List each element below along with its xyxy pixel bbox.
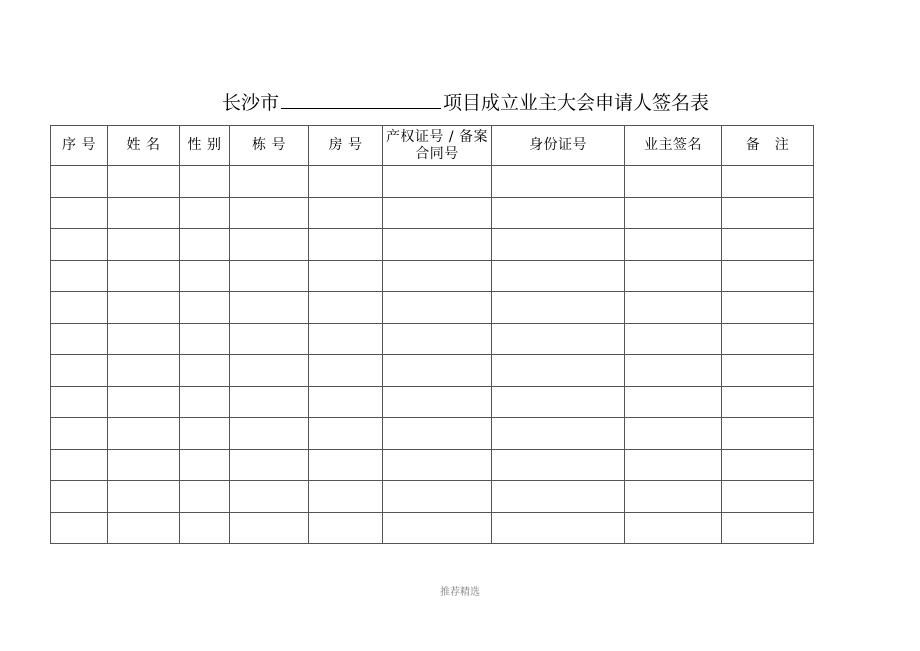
- id-cell[interactable]: [492, 229, 625, 261]
- table-row: [51, 166, 814, 198]
- name-cell[interactable]: [108, 512, 180, 544]
- remarks-cell[interactable]: [722, 355, 814, 387]
- gender-cell[interactable]: [180, 260, 230, 292]
- signature-cell[interactable]: [625, 292, 722, 324]
- building-cell[interactable]: [230, 418, 309, 450]
- remarks-cell[interactable]: [722, 449, 814, 481]
- table-row: [51, 292, 814, 324]
- building-cell[interactable]: [230, 292, 309, 324]
- id-cell[interactable]: [492, 418, 625, 450]
- remarks-cell[interactable]: [722, 512, 814, 544]
- header-property-certificate-number: 产权证号 / 备案合同号: [383, 126, 492, 166]
- serial-cell[interactable]: [51, 260, 108, 292]
- room-cell[interactable]: [309, 229, 383, 261]
- id-cell[interactable]: [492, 355, 625, 387]
- header-gender: 性 别: [180, 126, 230, 166]
- name-cell[interactable]: [108, 355, 180, 387]
- building-cell[interactable]: [230, 512, 309, 544]
- footer-text: 推荐精选: [440, 587, 480, 598]
- name-cell[interactable]: [108, 323, 180, 355]
- certificate-cell[interactable]: [383, 197, 492, 229]
- signature-cell[interactable]: [625, 197, 722, 229]
- id-cell[interactable]: [492, 260, 625, 292]
- building-cell[interactable]: [230, 355, 309, 387]
- building-cell[interactable]: [230, 323, 309, 355]
- certificate-cell[interactable]: [383, 292, 492, 324]
- certificate-cell[interactable]: [383, 418, 492, 450]
- serial-cell[interactable]: [51, 197, 108, 229]
- remarks-cell[interactable]: [722, 260, 814, 292]
- gender-cell[interactable]: [180, 386, 230, 418]
- name-cell[interactable]: [108, 418, 180, 450]
- header-id-number: 身份证号: [492, 126, 625, 166]
- remarks-cell[interactable]: [722, 323, 814, 355]
- room-cell[interactable]: [309, 260, 383, 292]
- serial-cell[interactable]: [51, 481, 108, 513]
- signature-cell[interactable]: [625, 386, 722, 418]
- table-body: [51, 166, 814, 544]
- gender-cell[interactable]: [180, 418, 230, 450]
- name-cell[interactable]: [108, 449, 180, 481]
- table-row: [51, 481, 814, 513]
- name-cell[interactable]: [108, 481, 180, 513]
- signature-cell[interactable]: [625, 229, 722, 261]
- project-name-blank[interactable]: [281, 90, 441, 109]
- name-cell[interactable]: [108, 166, 180, 198]
- signature-table: [50, 125, 814, 544]
- remarks-cell[interactable]: [722, 386, 814, 418]
- gender-cell[interactable]: [180, 481, 230, 513]
- id-cell[interactable]: [492, 512, 625, 544]
- building-cell[interactable]: [230, 229, 309, 261]
- building-cell[interactable]: [230, 481, 309, 513]
- remarks-cell[interactable]: [722, 292, 814, 324]
- name-cell[interactable]: [108, 386, 180, 418]
- table-row: [51, 512, 814, 544]
- page-title: [222, 88, 709, 115]
- serial-cell[interactable]: [51, 229, 108, 261]
- gender-cell[interactable]: [180, 449, 230, 481]
- building-cell[interactable]: [230, 166, 309, 198]
- serial-cell[interactable]: [51, 166, 108, 198]
- header-room-number: 房 号: [309, 126, 383, 166]
- gender-cell[interactable]: [180, 512, 230, 544]
- id-cell[interactable]: [492, 386, 625, 418]
- name-cell[interactable]: [108, 292, 180, 324]
- building-cell[interactable]: [230, 197, 309, 229]
- certificate-cell[interactable]: [383, 260, 492, 292]
- signature-cell[interactable]: [625, 166, 722, 198]
- remarks-cell[interactable]: [722, 197, 814, 229]
- table-row: [51, 197, 814, 229]
- header-name: 姓 名: [108, 126, 180, 166]
- remarks-cell[interactable]: [722, 481, 814, 513]
- certificate-cell[interactable]: [383, 166, 492, 198]
- room-cell[interactable]: [309, 386, 383, 418]
- table-row: [51, 229, 814, 261]
- header-serial-number: 序 号: [51, 126, 108, 166]
- gender-cell[interactable]: [180, 323, 230, 355]
- room-cell[interactable]: [309, 512, 383, 544]
- room-cell[interactable]: [309, 355, 383, 387]
- serial-cell[interactable]: [51, 323, 108, 355]
- signature-cell[interactable]: [625, 512, 722, 544]
- certificate-cell[interactable]: [383, 512, 492, 544]
- table-row: [51, 323, 814, 355]
- id-cell[interactable]: [492, 481, 625, 513]
- room-cell[interactable]: [309, 197, 383, 229]
- table-row: [51, 418, 814, 450]
- certificate-cell[interactable]: [383, 355, 492, 387]
- table-row: [51, 260, 814, 292]
- id-cell[interactable]: [492, 449, 625, 481]
- name-cell[interactable]: [108, 197, 180, 229]
- serial-cell[interactable]: [51, 449, 108, 481]
- certificate-cell[interactable]: [383, 449, 492, 481]
- signature-cell[interactable]: [625, 260, 722, 292]
- room-cell[interactable]: [309, 292, 383, 324]
- gender-cell[interactable]: [180, 229, 230, 261]
- remarks-cell[interactable]: [722, 229, 814, 261]
- header-building-number: 栋 号: [230, 126, 309, 166]
- id-cell[interactable]: [492, 166, 625, 198]
- serial-cell[interactable]: [51, 418, 108, 450]
- id-cell[interactable]: [492, 197, 625, 229]
- room-cell[interactable]: [309, 323, 383, 355]
- signature-cell[interactable]: [625, 323, 722, 355]
- building-cell[interactable]: [230, 260, 309, 292]
- header-row: [51, 126, 814, 166]
- serial-cell[interactable]: [51, 355, 108, 387]
- table-row: [51, 449, 814, 481]
- room-cell[interactable]: [309, 481, 383, 513]
- certificate-cell[interactable]: [383, 323, 492, 355]
- building-cell[interactable]: [230, 449, 309, 481]
- gender-cell[interactable]: [180, 166, 230, 198]
- header-remarks: 备 注: [722, 126, 814, 166]
- serial-cell[interactable]: [51, 512, 108, 544]
- remarks-cell[interactable]: [722, 166, 814, 198]
- signature-cell[interactable]: [625, 449, 722, 481]
- title-prefix: 长沙市: [222, 92, 280, 114]
- gender-cell[interactable]: [180, 355, 230, 387]
- table-row: [51, 386, 814, 418]
- gender-cell[interactable]: [180, 292, 230, 324]
- id-cell[interactable]: [492, 323, 625, 355]
- serial-cell[interactable]: [51, 386, 108, 418]
- room-cell[interactable]: [309, 449, 383, 481]
- serial-cell[interactable]: [51, 292, 108, 324]
- certificate-cell[interactable]: [383, 229, 492, 261]
- signature-cell[interactable]: [625, 481, 722, 513]
- signature-cell[interactable]: [625, 355, 722, 387]
- room-cell[interactable]: [309, 418, 383, 450]
- name-cell[interactable]: [108, 260, 180, 292]
- remarks-cell[interactable]: [722, 418, 814, 450]
- id-cell[interactable]: [492, 292, 625, 324]
- building-cell[interactable]: [230, 386, 309, 418]
- title-suffix: 项目成立业主大会申请人签名表: [443, 92, 710, 114]
- table-row: [51, 355, 814, 387]
- header-owner-signature: 业主签名: [625, 126, 722, 166]
- gender-cell[interactable]: [180, 197, 230, 229]
- signature-cell[interactable]: [625, 418, 722, 450]
- room-cell[interactable]: [309, 166, 383, 198]
- name-cell[interactable]: [108, 229, 180, 261]
- certificate-cell[interactable]: [383, 481, 492, 513]
- certificate-cell[interactable]: [383, 386, 492, 418]
